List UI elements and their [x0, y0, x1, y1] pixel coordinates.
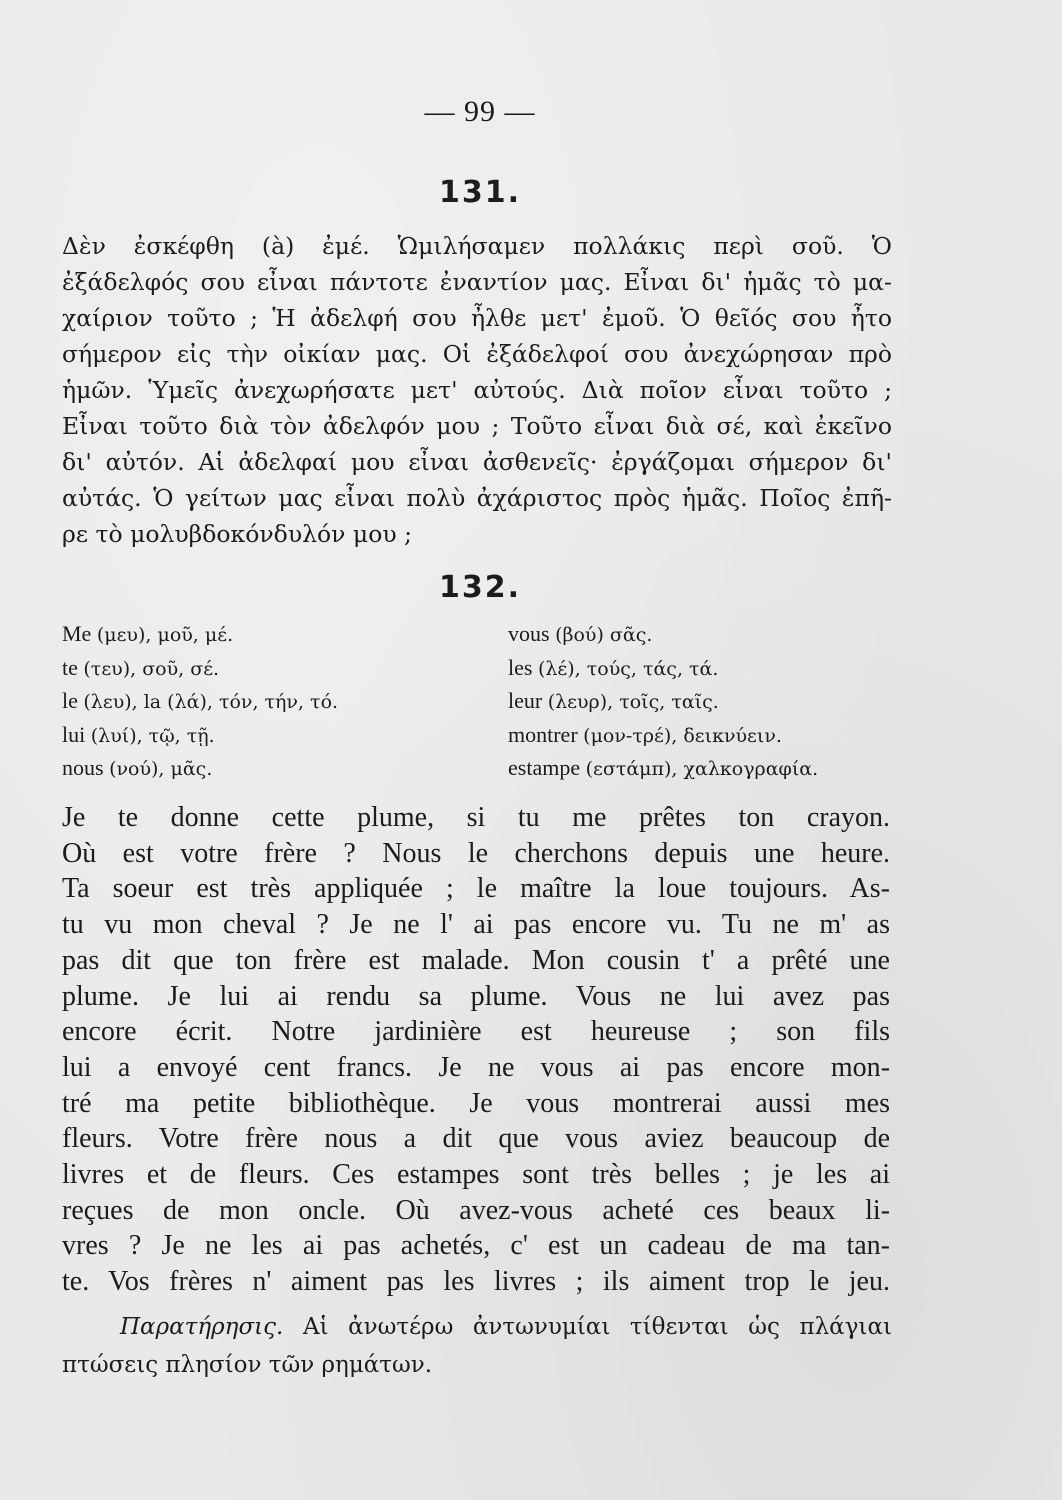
text-line: Où est votre frère ? Nous le cherchons depuis une heure. [62, 837, 890, 869]
note-line [62, 1308, 892, 1346]
vocab-greek: (νού), μᾶς. [109, 758, 213, 780]
text-line: Je te donne cette plume, si tu me prêtes ton crayon. [62, 802, 890, 833]
vocab-greek: (λέ), τούς, τάς, τά. [537, 657, 719, 680]
vocab-entry [508, 752, 908, 786]
text-line: reçues de mon oncle. Où avez-vous acheté ces beaux li- [62, 1194, 890, 1226]
text-line: αὐτάς. Ὁ γείτων μας εἶναι πολὺ ἀχάριστος πρὸς ἡμᾶς. Ποῖος ἐπῆ- [62, 484, 892, 512]
vocab-greek: (βού) σᾶς. [555, 624, 653, 646]
vocab-entry [62, 685, 442, 719]
exercise-131-text [62, 228, 892, 552]
text-line: tré ma petite bibliothèque. Je vous montrerai aussi mes [62, 1087, 890, 1119]
text-line: vres ? Je ne les ai pas achetés, c' est un cadeau de ma tan- [62, 1230, 890, 1262]
vocab-french: te [62, 654, 78, 680]
text-line: plume. Je lui ai rendu sa plume. Vous ne lui avez pas [62, 980, 890, 1012]
text-line: δι' αὐτόν. Αἱ ἀδελφαί μου εἶναι ἀσθενεῖς· ἐργάζομαι σήμερον δι' [62, 448, 892, 476]
note-line: πτώσεις πλησίον τῶν ρημάτων. [62, 1352, 433, 1378]
text-line: encore écrit. Notre jardinière est heureuse ; son fils [62, 1016, 890, 1048]
vocab-entry [508, 685, 908, 719]
text-line: σήμερον εἰς τὴν οἰκίαν μας. Οἱ ἐξάδελφοί σου ἀνεχώρησαν πρὸ [62, 340, 892, 368]
vocab-greek: (εστάμπ), χαλκογραφία. [585, 758, 819, 780]
vocab-greek: (λευ), la (λά), τόν, τήν, τό. [83, 691, 339, 713]
text-line: ἡμῶν. Ὑμεῖς ἀνεχωρήσατε μετ' αὐτούς. Διὰ ποῖον εἶναι τοῦτο ; [62, 376, 892, 404]
exercise-131-number: 131. [438, 175, 522, 210]
vocab-greek: (λευρ), τοῖς, ταῖς. [547, 691, 719, 713]
text-line: pas dit que ton frère est malade. Mon cousin t' a prêté une [62, 944, 890, 976]
vocab-french: lui [62, 721, 86, 747]
vocab-french: le [62, 688, 78, 713]
vocab-entry [508, 719, 908, 753]
exercise-132-number: 132. [438, 570, 522, 605]
vocab-entry [508, 652, 908, 686]
text-line: fleurs. Votre frère nous a dit que vous aviez beaucoup de [62, 1123, 890, 1155]
note-text: Αἱ ἀνωτέρω ἀντωνυμίαι τίθενται ὡς πλάγιαι [302, 1314, 893, 1340]
text-line: Εἶναι τοῦτο διὰ τὸν ἀδελφόν μου ; Τοῦτο εἶναι διὰ σέ, καὶ ἐκεῖνο [62, 412, 892, 440]
page-number: — 99 — [424, 95, 536, 128]
vocab-entry [62, 618, 442, 652]
text-line: livres et de fleurs. Ces estampes sont très belles ; je les ai [62, 1159, 890, 1191]
text-line: tu vu mon cheval ? Je ne l' ai pas encore vu. Tu ne m' as [62, 909, 890, 941]
vocabulary-left-column [62, 618, 442, 786]
vocab-entry [508, 618, 908, 652]
text-line: χαίριον τοῦτο ; Ἡ ἀδελφή σου ἦλθε μετ' ἐμοῦ. Ὁ θεῖός σου ἦτο [62, 304, 892, 332]
vocab-entry [62, 719, 442, 753]
text-line: ἐξάδελφός σου εἶναι πάντοτε ἐναντίον μας. Εἶναι δι' ἡμᾶς τὸ μα- [62, 268, 892, 296]
vocab-entry [62, 752, 442, 786]
vocabulary-right-column [508, 618, 908, 786]
vocab-french: montrer [508, 721, 578, 747]
text-line: Ta soeur est très appliquée ; le maître la loue toujours. As- [62, 873, 890, 905]
vocab-french: les [508, 654, 533, 680]
vocab-french: estampe [508, 755, 581, 780]
text-line: Δὲν ἐσκέφθη (à) ἐμέ. Ὡμιλήσαμεν πολλάκις περὶ σοῦ. Ὁ [62, 232, 892, 260]
vocab-french: leur [508, 688, 543, 713]
note-label: Παρατήρησις. [120, 1314, 284, 1340]
vocab-french: Me [62, 621, 92, 646]
vocab-french: nous [62, 755, 104, 780]
vocab-entry [62, 652, 442, 686]
vocab-greek: (τευ), σοῦ, σέ. [83, 657, 220, 680]
text-line: te. Vos frères n' aiment pas les livres ; ils aiment trop le jeu. [62, 1266, 890, 1298]
vocab-french: vous [508, 621, 550, 646]
observation-note [62, 1308, 892, 1384]
text-line: ρε τὸ μολυβδοκόνδυλόν μου ; [62, 520, 413, 548]
text-line: lui a envoyé cent francs. Je ne vous ai pas encore mon- [62, 1051, 890, 1083]
exercise-132-text [62, 800, 890, 1300]
vocab-greek: (μον-τρέ), δεικνύειν. [583, 724, 782, 747]
vocab-greek: (μευ), μοῦ, μέ. [96, 624, 234, 646]
vocab-greek: (λυί), τῷ, τῇ. [90, 724, 215, 747]
